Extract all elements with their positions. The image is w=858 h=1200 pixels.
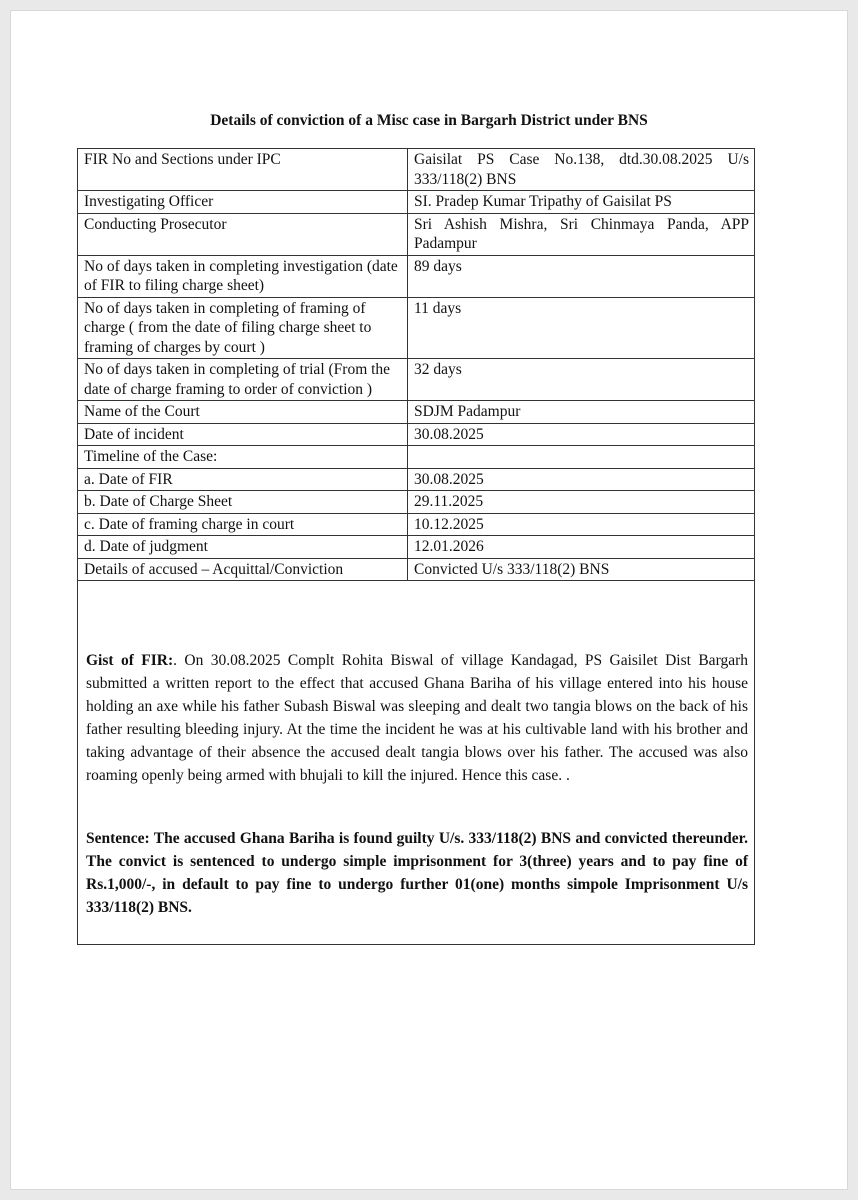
row-label: Timeline of the Case: — [78, 446, 408, 469]
row-value: Sri Ashish Mishra, Sri Chinmaya Panda, APP Padampur — [408, 213, 755, 255]
table-row — [78, 423, 754, 446]
sentence-text: : The accused Ghana Bariha is found guilty U/s. 333/118(2) BNS and convicted thereunder. The convict is sentenced to undergo simple imprisonment for 3(three) years and to pay fine of Rs.1,000/-, in default to pay fine to undergo further 01(one) months simpole Imprisonment U/s 333/118(2) BNS. — [86, 829, 748, 916]
table-row — [78, 536, 754, 559]
case-details-frame — [77, 148, 755, 945]
row-label: No of days taken in completing of trial (From the date of charge framing to order of conviction ) — [78, 359, 408, 401]
row-label: Conducting Prosecutor — [78, 213, 408, 255]
row-value: 11 days — [408, 297, 755, 359]
case-details-table — [78, 149, 754, 581]
document-title: Details of conviction of a Misc case in Bargarh District under BNS — [210, 112, 648, 129]
row-value: 30.08.2025 — [408, 423, 755, 446]
row-value: SI. Pradep Kumar Tripathy of Gaisilat PS — [408, 191, 755, 214]
row-label: Details of accused – Acquittal/Conviction — [78, 558, 408, 581]
gist-text: . On 30.08.2025 Complt Rohita Biswal of village Kandagad, PS Gaisilet Dist Bargarh submitted a written report to the effect that accused Ghana Bariha of his village entered into his house holding an axe while his father Subash Biswal was sleeping and dealt two tangia blows on the back of his father resulting bleeding injury. At the time the incident he was at his cultivable land with his brother and taking advantage of their absence the accused dealt tangia blows over his father. The accused was also roaming openly being armed with bhujali to kill the injured. Hence this case. . — [86, 651, 748, 784]
row-label: No of days taken in completing of framing of charge ( from the date of filing charge sheet to framing of charges by court ) — [78, 297, 408, 359]
table-row — [78, 191, 754, 214]
row-label: No of days taken in completing investigation (date of FIR to filing charge sheet) — [78, 255, 408, 297]
row-label: b. Date of Charge Sheet — [78, 491, 408, 514]
row-value: 89 days — [408, 255, 755, 297]
row-value: Gaisilat PS Case No.138, dtd.30.08.2025 U/s 333/118(2) BNS — [408, 149, 755, 191]
row-label: Investigating Officer — [78, 191, 408, 214]
table-row — [78, 558, 754, 581]
row-label: Date of incident — [78, 423, 408, 446]
sentence-label: Sentence — [86, 829, 145, 847]
table-row — [78, 297, 754, 359]
gist-of-fir — [86, 649, 748, 787]
row-value: SDJM Padampur — [408, 401, 755, 424]
row-label: FIR No and Sections under IPC — [78, 149, 408, 191]
table-row — [78, 446, 754, 469]
table-row — [78, 491, 754, 514]
table-row — [78, 513, 754, 536]
table-row — [78, 255, 754, 297]
row-value: 12.01.2026 — [408, 536, 755, 559]
row-value — [408, 446, 755, 469]
row-label: a. Date of FIR — [78, 468, 408, 491]
gist-label: Gist of FIR: — [86, 651, 174, 669]
row-label: Name of the Court — [78, 401, 408, 424]
table-row — [78, 149, 754, 191]
sentence-paragraph — [86, 827, 748, 919]
row-value: 29.11.2025 — [408, 491, 755, 514]
row-value: 32 days — [408, 359, 755, 401]
row-value: 10.12.2025 — [408, 513, 755, 536]
row-label: c. Date of framing charge in court — [78, 513, 408, 536]
table-row — [78, 213, 754, 255]
table-row — [78, 401, 754, 424]
table-row — [78, 359, 754, 401]
row-value: Convicted U/s 333/118(2) BNS — [408, 558, 755, 581]
row-label: d. Date of judgment — [78, 536, 408, 559]
table-row — [78, 468, 754, 491]
row-value: 30.08.2025 — [408, 468, 755, 491]
